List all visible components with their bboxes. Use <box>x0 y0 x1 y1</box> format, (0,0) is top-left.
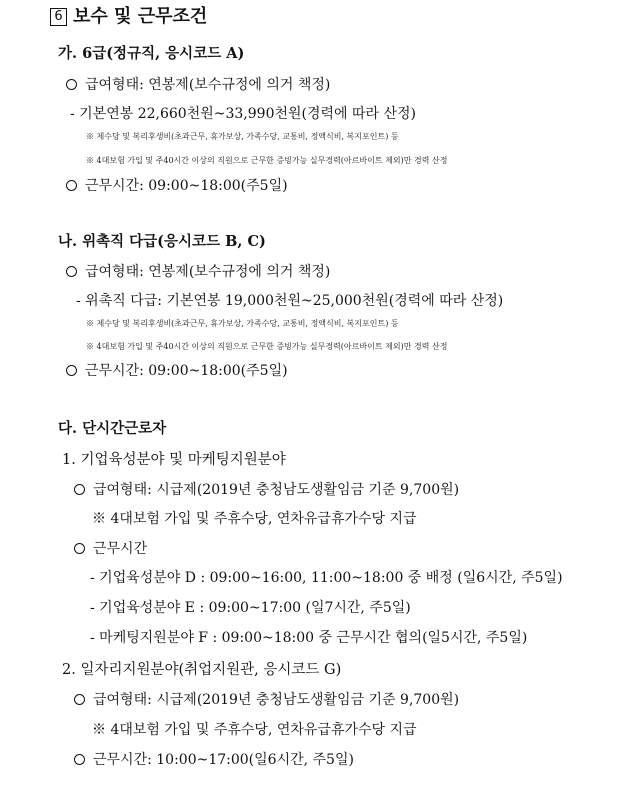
ga-hours <box>66 179 288 193</box>
circle-bullet-icon <box>74 694 85 705</box>
da-item1-pay-type-text: 급여형태: 시급제(2019년 충청남도생활임금 기준 9,700원) <box>93 482 460 498</box>
da-item2-title: 2. 일자리지원분야(취업지원관, 응시코드 G) <box>62 662 342 678</box>
na-hours-text: 근무시간: 09:00~18:00(주5일) <box>85 363 288 379</box>
circle-bullet-icon <box>66 266 77 277</box>
ga-hours-text: 근무시간: 09:00~18:00(주5일) <box>85 178 288 194</box>
circle-bullet-icon <box>74 754 85 765</box>
circle-bullet-icon <box>66 79 77 90</box>
da-item2-pay-type-text: 급여형태: 시급제(2019년 충청남도생활임금 기준 9,700원) <box>93 692 460 708</box>
circle-bullet-icon <box>74 484 85 495</box>
da-item1-title: 1. 기업육성분야 및 마케팅지원분야 <box>62 452 286 468</box>
da-item1-hours-label-text: 근무시간 <box>93 541 148 557</box>
da-item2-hours <box>74 753 354 767</box>
da-item1-hours-e: - 기업육성분야 E : 09:00~17:00 (일7시간, 주5일) <box>90 600 411 616</box>
circle-bullet-icon <box>74 543 85 554</box>
circle-bullet-icon <box>66 180 77 191</box>
ga-note-allowances: ※ 제수당 및 복리후생비(초과근무, 휴가보상, 가족수당, 교통비, 정액식비, 복지포인트) 등 <box>86 132 399 141</box>
ga-base-salary: - 기본연봉 22,660천원~33,990천원(경력에 따라 산정) <box>70 106 417 122</box>
da-item2-insurance: ※ 4대보험 가입 및 주휴수당, 연차유급휴가수당 지급 <box>92 722 417 738</box>
na-base-salary: - 위촉직 다급: 기본연봉 19,000천원~25,000천원(경력에 따라 산정) <box>76 293 504 309</box>
na-pay-type <box>66 265 330 279</box>
da-item2-pay-type <box>74 693 459 707</box>
da-item1-insurance: ※ 4대보험 가입 및 주휴수당, 연차유급휴가수당 지급 <box>92 511 417 527</box>
da-item1-hours-f: - 마케팅지원분야 F : 09:00~18:00 중 근무시간 협의(일5시간, 주5일) <box>90 630 528 646</box>
heading-ga: 가. 6급(정규직, 응시코드 A) <box>58 45 245 62</box>
da-item2-hours-text: 근무시간: 10:00~17:00(일6시간, 주5일) <box>93 752 354 768</box>
ga-pay-type-text: 급여형태: 연봉제(보수규정에 의거 책정) <box>85 77 331 93</box>
da-item1-hours-label <box>74 542 147 556</box>
heading-na: 나. 위촉직 다급(응시코드 B, C) <box>58 233 266 250</box>
heading-da: 다. 단시간근로자 <box>58 420 167 437</box>
ga-note-career: ※ 4대보험 가입 및 주40시간 이상의 직원으로 근무한 증빙가능 실무경력(아르바이트 제외)만 경력 산정 <box>86 156 448 165</box>
na-hours <box>66 364 288 378</box>
section-title-text: 보수 및 근무조건 <box>73 6 208 27</box>
section-title <box>50 8 207 26</box>
da-item1-pay-type <box>74 483 459 497</box>
na-pay-type-text: 급여형태: 연봉제(보수규정에 의거 책정) <box>85 264 331 280</box>
na-note-career: ※ 4대보험 가입 및 주40시간 이상의 직원으로 근무한 증빙가능 실무경력(아르바이트 제외)만 경력 산정 <box>86 342 448 351</box>
section-number-box: 6 <box>50 8 67 26</box>
da-item1-hours-d: - 기업육성분야 D : 09:00~16:00, 11:00~18:00 중 배정 (일6시간, 주5일) <box>90 570 563 586</box>
na-note-allowances: ※ 제수당 및 복리후생비(초과근무, 휴가보상, 가족수당, 교통비, 정액식비, 복지포인트) 등 <box>86 319 399 328</box>
circle-bullet-icon <box>66 365 77 376</box>
ga-pay-type <box>66 78 330 92</box>
